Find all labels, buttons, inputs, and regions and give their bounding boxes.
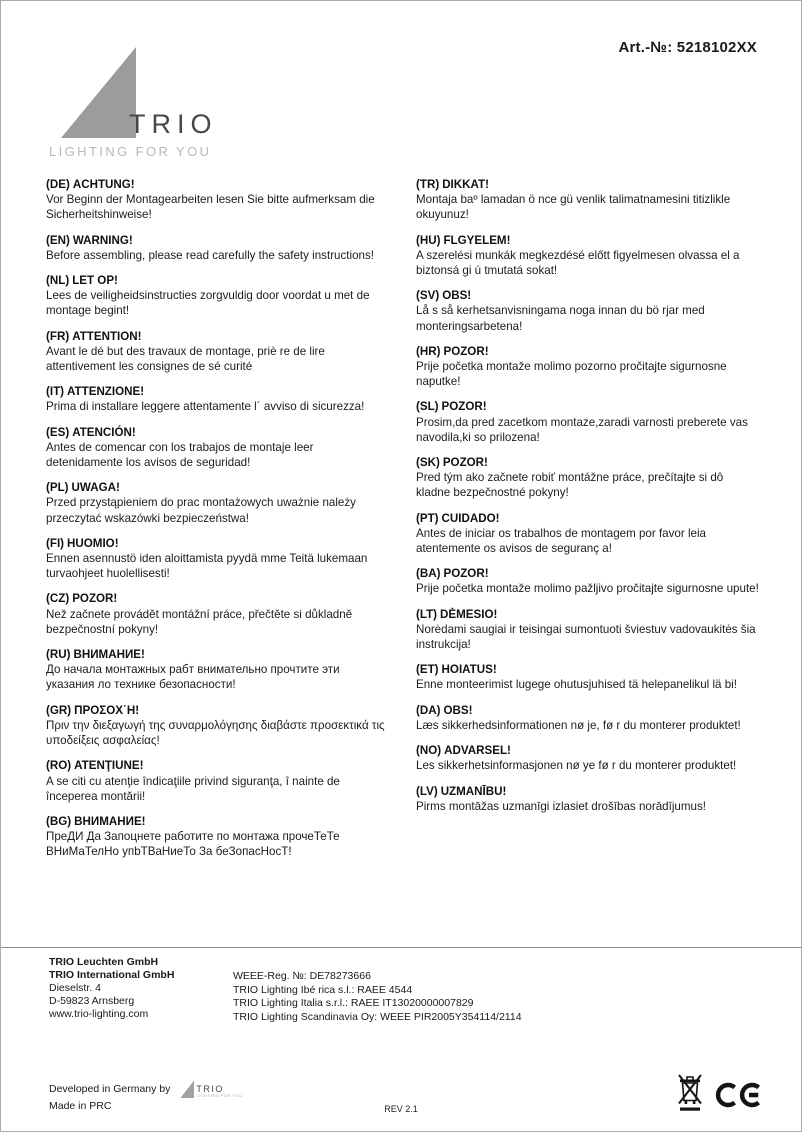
- warning-block-fr: [46, 329, 390, 375]
- warning-body: Antes de iniciar os trabalhos de montagem por favor leia atentemente os avisos de seguranç a!: [416, 526, 707, 556]
- warning-body: Læs sikkerhedsinformationen nø je, fø r du monterer produktet!: [416, 718, 741, 732]
- warning-title-text: UWAGA!: [71, 481, 120, 495]
- warning-lang: (TR): [416, 178, 440, 191]
- warning-body: ПреДИ Да Запоцнете работите по монтажа прочеТеТе ВНиМаТелНо упbТВаНиеТо За беЗопасНосТ!: [46, 830, 340, 859]
- warning-title: [46, 425, 390, 440]
- warning-title: [416, 784, 760, 799]
- warning-body: Before assembling, please read carefully the safety instructions!: [46, 248, 375, 262]
- warning-lang: (FR): [46, 329, 70, 343]
- warning-title: [46, 480, 390, 495]
- trio-logo-wordmark: TRIO: [129, 109, 218, 139]
- warning-block-fi: [46, 536, 390, 582]
- warning-title: [416, 177, 760, 192]
- warning-title-text: ACHTUNG!: [72, 178, 135, 191]
- warning-body: Prima di installare leggere attentamente l´ avviso di sicurezza!: [46, 400, 365, 414]
- made-in-prc-text: Made in PRC: [49, 1100, 112, 1112]
- warning-block-lv: [416, 784, 760, 814]
- weee-registration-block: [233, 970, 522, 1024]
- warning-lang: (HR): [416, 344, 441, 358]
- warning-block-cz: [46, 591, 390, 637]
- warning-title: [416, 703, 760, 718]
- warning-title: [416, 344, 760, 359]
- warning-block-tr: [416, 177, 760, 223]
- company-line: TRIO Leuchten GmbH: [49, 956, 159, 968]
- warnings-left-column: [46, 177, 390, 870]
- warning-body: Lå s så kerhetsanvisningama noga innan du bö rjar med monteringsarbetena!: [416, 304, 705, 333]
- warning-body: Avant le dé but des travaux de montage, priè re de lire attentivement les consignes de sé curité: [46, 344, 325, 374]
- warning-block-sk: [416, 455, 760, 501]
- warning-title: [416, 511, 760, 526]
- warning-block-pl: [46, 480, 390, 526]
- trio-logo-triangle-icon: [61, 47, 136, 138]
- warning-title-text: POZOR!: [72, 592, 118, 606]
- warning-title: [46, 384, 390, 399]
- warning-lang: (BG): [46, 814, 72, 828]
- warning-lang: (PL): [46, 481, 69, 495]
- developed-row: [49, 1080, 243, 1098]
- warning-body: До начала монтажных рабт внимательно прочтите эти указания ло технике безопасности!: [46, 663, 340, 692]
- warning-title: [46, 591, 390, 606]
- warning-lang: (NL): [46, 274, 70, 288]
- warning-title-text: ATENCIÓN!: [72, 425, 136, 439]
- warning-lang: (HU): [416, 233, 441, 247]
- trio-logo: [49, 47, 279, 162]
- warning-lang: (LT): [416, 607, 438, 621]
- warning-lang: (RU): [46, 648, 71, 662]
- warning-title-text: POZOR!: [442, 456, 488, 470]
- warning-lang: (IT): [46, 385, 65, 399]
- warning-title-text: ВНИМАНИЕ!: [74, 814, 146, 828]
- footer-divider: [1, 947, 801, 948]
- trio-mini-tagline: LIGHTING FOR YOU: [196, 1093, 243, 1098]
- warning-title-text: HOIATUS!: [441, 663, 497, 677]
- warning-block-es: [46, 425, 390, 471]
- warning-block-ru: [46, 647, 390, 693]
- warning-block-da: [416, 703, 760, 733]
- warning-title: [46, 814, 390, 829]
- warning-title: [416, 399, 760, 414]
- warning-title-text: HUOMIO!: [67, 536, 119, 550]
- warning-title: [416, 455, 760, 470]
- warning-lang: (NO): [416, 744, 442, 758]
- warning-block-et: [416, 662, 760, 692]
- company-line: D-59823 Arnsberg: [49, 995, 135, 1007]
- warning-block-it: [46, 384, 390, 414]
- warning-body: Antes de comencar con los trabajos de montaje leer detenidamente los avisos de seguridad!: [46, 440, 314, 470]
- warning-title-text: ATTENTION!: [72, 329, 142, 343]
- warning-body: Lees de veiligheidsinstructies zorgvuldig door voordat u met de montage begint!: [46, 289, 370, 318]
- warning-title: [46, 177, 390, 192]
- warning-lang: (SL): [416, 400, 439, 414]
- warning-body: Πριν την διεξαγωγή της συναρμολόγησης διαβάστε προσεκτικά τις υποδείξεις ασφαλείας!: [46, 718, 385, 748]
- warning-title: [416, 662, 760, 677]
- article-number: Art.-№: 5218102XX: [618, 39, 757, 56]
- warning-title: [416, 743, 760, 758]
- warning-lang: (DA): [416, 703, 441, 717]
- warning-title-text: ATENŢIUNE!: [74, 759, 144, 773]
- warnings-right-column: [416, 177, 760, 870]
- warning-title: [46, 647, 390, 662]
- warning-lang: (GR): [46, 703, 72, 717]
- warning-lang: (BA): [416, 567, 441, 581]
- warning-title: [46, 703, 390, 718]
- warning-body: Enne monteerimist lugege ohutusjuhised tä helepanelikul lä bi!: [416, 678, 737, 692]
- warning-lang: (ET): [416, 663, 439, 677]
- trio-mini-text: [196, 1085, 242, 1098]
- weee-line: TRIO Lighting Italia s.r.l.: RAEE IT13020000007829: [233, 997, 474, 1009]
- warning-body: A se citi cu atenţie îndicaţiile privind siguranţa, î nainte de începerea montării!: [46, 774, 340, 803]
- warning-title-text: ATTENZIONE!: [67, 385, 145, 399]
- warning-title: [416, 607, 760, 622]
- warning-title-text: OBS!: [442, 289, 472, 303]
- warning-block-hu: [416, 233, 760, 279]
- warning-title-text: ΠΡΟΣΟΧ΄Η!: [74, 703, 140, 717]
- warning-title: [46, 329, 390, 344]
- warning-title-text: POZOR!: [441, 400, 487, 414]
- warning-block-ro: [46, 758, 390, 804]
- warning-body: Pirms montāžas uzmanīgi izlasiet drošības norādījumus!: [416, 799, 706, 813]
- warning-lang: (EN): [46, 233, 70, 247]
- warning-block-pt: [416, 511, 760, 557]
- warning-title: [46, 273, 390, 288]
- warning-body: A szerelési munkák megkezdésé előtt figyelmesen olvassa el a biztonsá gi ú tmutatá sokat!: [416, 248, 740, 278]
- warning-body: Než začnete provádět montážní práce, přečtěte si důkladně bezpečnostní pokyny!: [46, 607, 353, 636]
- warning-title-text: DĖMESIO!: [440, 607, 498, 621]
- warning-block-en: [46, 233, 390, 263]
- warning-body: Prije početka montaže molimo pažljivo pročitajte sigurnosne upute!: [416, 582, 759, 596]
- warning-body: Prije početka montaže molimo pozorno pročitajte sigurnosne naputke!: [416, 360, 727, 389]
- warning-title-text: DIKKAT!: [442, 178, 489, 191]
- warning-body: Ennen asennustö iden aloittamista pyydä mme Teitä lukemaan turvaohjeet huolellisesti!: [46, 552, 368, 581]
- warning-title-text: ADVARSEL!: [444, 744, 511, 758]
- warning-title: [46, 758, 390, 773]
- warning-body: Prosim,da pred zacetkom montaze,zaradi varnosti preberete vas navodila,ki so prilozena!: [416, 415, 748, 444]
- warning-title-text: WARNING!: [72, 233, 133, 247]
- warning-block-ba: [416, 566, 760, 596]
- warning-title-text: POZOR!: [443, 567, 489, 581]
- weee-line: TRIO Lighting Scandinavia Oy: WEEE PIR2005Y354114/2114: [233, 1010, 522, 1023]
- warning-block-sv: [416, 288, 760, 334]
- company-line: Dieselstr. 4: [49, 982, 101, 994]
- warnings-section: [46, 177, 760, 870]
- weee-crossed-bin-icon: [677, 1073, 703, 1118]
- warning-title-text: LET OP!: [72, 274, 118, 288]
- warning-body: Norėdami saugiai ir teisingai sumontuoti šviestuv vadovaukitės šia instrukcija!: [416, 622, 756, 652]
- warning-block-de: [46, 177, 390, 223]
- developed-in-germany-text: Developed in Germany by: [49, 1083, 171, 1095]
- warning-lang: (RO): [46, 759, 72, 773]
- warning-block-hr: [416, 344, 760, 390]
- warning-lang: (ES): [46, 425, 70, 439]
- warning-block-nl: [46, 273, 390, 319]
- warning-body: Vor Beginn der Montagearbeiten lesen Sie bitte aufmerksam die Sicherheitshinweise!: [46, 193, 375, 222]
- ce-mark-icon: [713, 1081, 761, 1114]
- warning-title-text: FLGYELEM!: [443, 233, 511, 247]
- company-line: www.trio-lighting.com: [49, 1008, 149, 1020]
- warning-title-text: UZMANĪBU!: [440, 784, 507, 798]
- warning-lang: (LV): [416, 784, 438, 798]
- warning-body: Les sikkerhetsinformasjonen nø ye fø r du monterer produktet!: [416, 759, 737, 773]
- revision-label: REV 2.1: [384, 1104, 418, 1114]
- warning-lang: (PT): [416, 511, 439, 525]
- company-line: TRIO International GmbH: [49, 969, 175, 981]
- warning-block-lt: [416, 607, 760, 653]
- warning-title-text: CUIDADO!: [441, 511, 500, 525]
- trio-mini-logo: [180, 1080, 242, 1098]
- warning-lang: (SK): [416, 456, 440, 470]
- warning-title-text: ВНИМАНИЕ!: [73, 648, 145, 662]
- company-address-block: [49, 956, 174, 1021]
- warning-title: [416, 566, 760, 581]
- warning-body: Montaja baº lamadan ö nce gü venlik talimatnamesini titizlikle okuyunuz!: [416, 193, 731, 222]
- warning-title-text: OBS!: [443, 703, 473, 717]
- trio-logo-tagline: LIGHTING FOR YOU: [49, 144, 212, 159]
- warning-title: [46, 536, 390, 551]
- warning-block-sl: [416, 399, 760, 445]
- weee-line: WEEE-Reg. №: DE78273666: [233, 970, 371, 982]
- warning-lang: (CZ): [46, 592, 70, 606]
- warning-title: [416, 288, 760, 303]
- warning-title: [416, 233, 760, 248]
- warning-lang: (SV): [416, 289, 440, 303]
- warning-block-no: [416, 743, 760, 773]
- warning-body: Pred tým ako začnete robiť montážne práce, prečítajte si dô kladne bezpečnostné pokyny!: [416, 471, 724, 500]
- trio-mini-triangle-icon: [180, 1080, 194, 1098]
- warning-body: Przed przystąpieniem do prac montażowych uważnie należy przeczytać wskazówki bezpieczeństwa!: [46, 496, 356, 525]
- warning-block-bg: [46, 814, 390, 860]
- warning-title: [46, 233, 390, 248]
- warning-title-text: POZOR!: [443, 344, 489, 358]
- warning-lang: (FI): [46, 536, 65, 550]
- warning-block-gr: [46, 703, 390, 749]
- warning-lang: (DE): [46, 178, 70, 191]
- trio-mini-wordmark: TRIO: [196, 1084, 224, 1094]
- weee-line: TRIO Lighting Ibé rica s.l.: RAEE 4544: [233, 983, 413, 996]
